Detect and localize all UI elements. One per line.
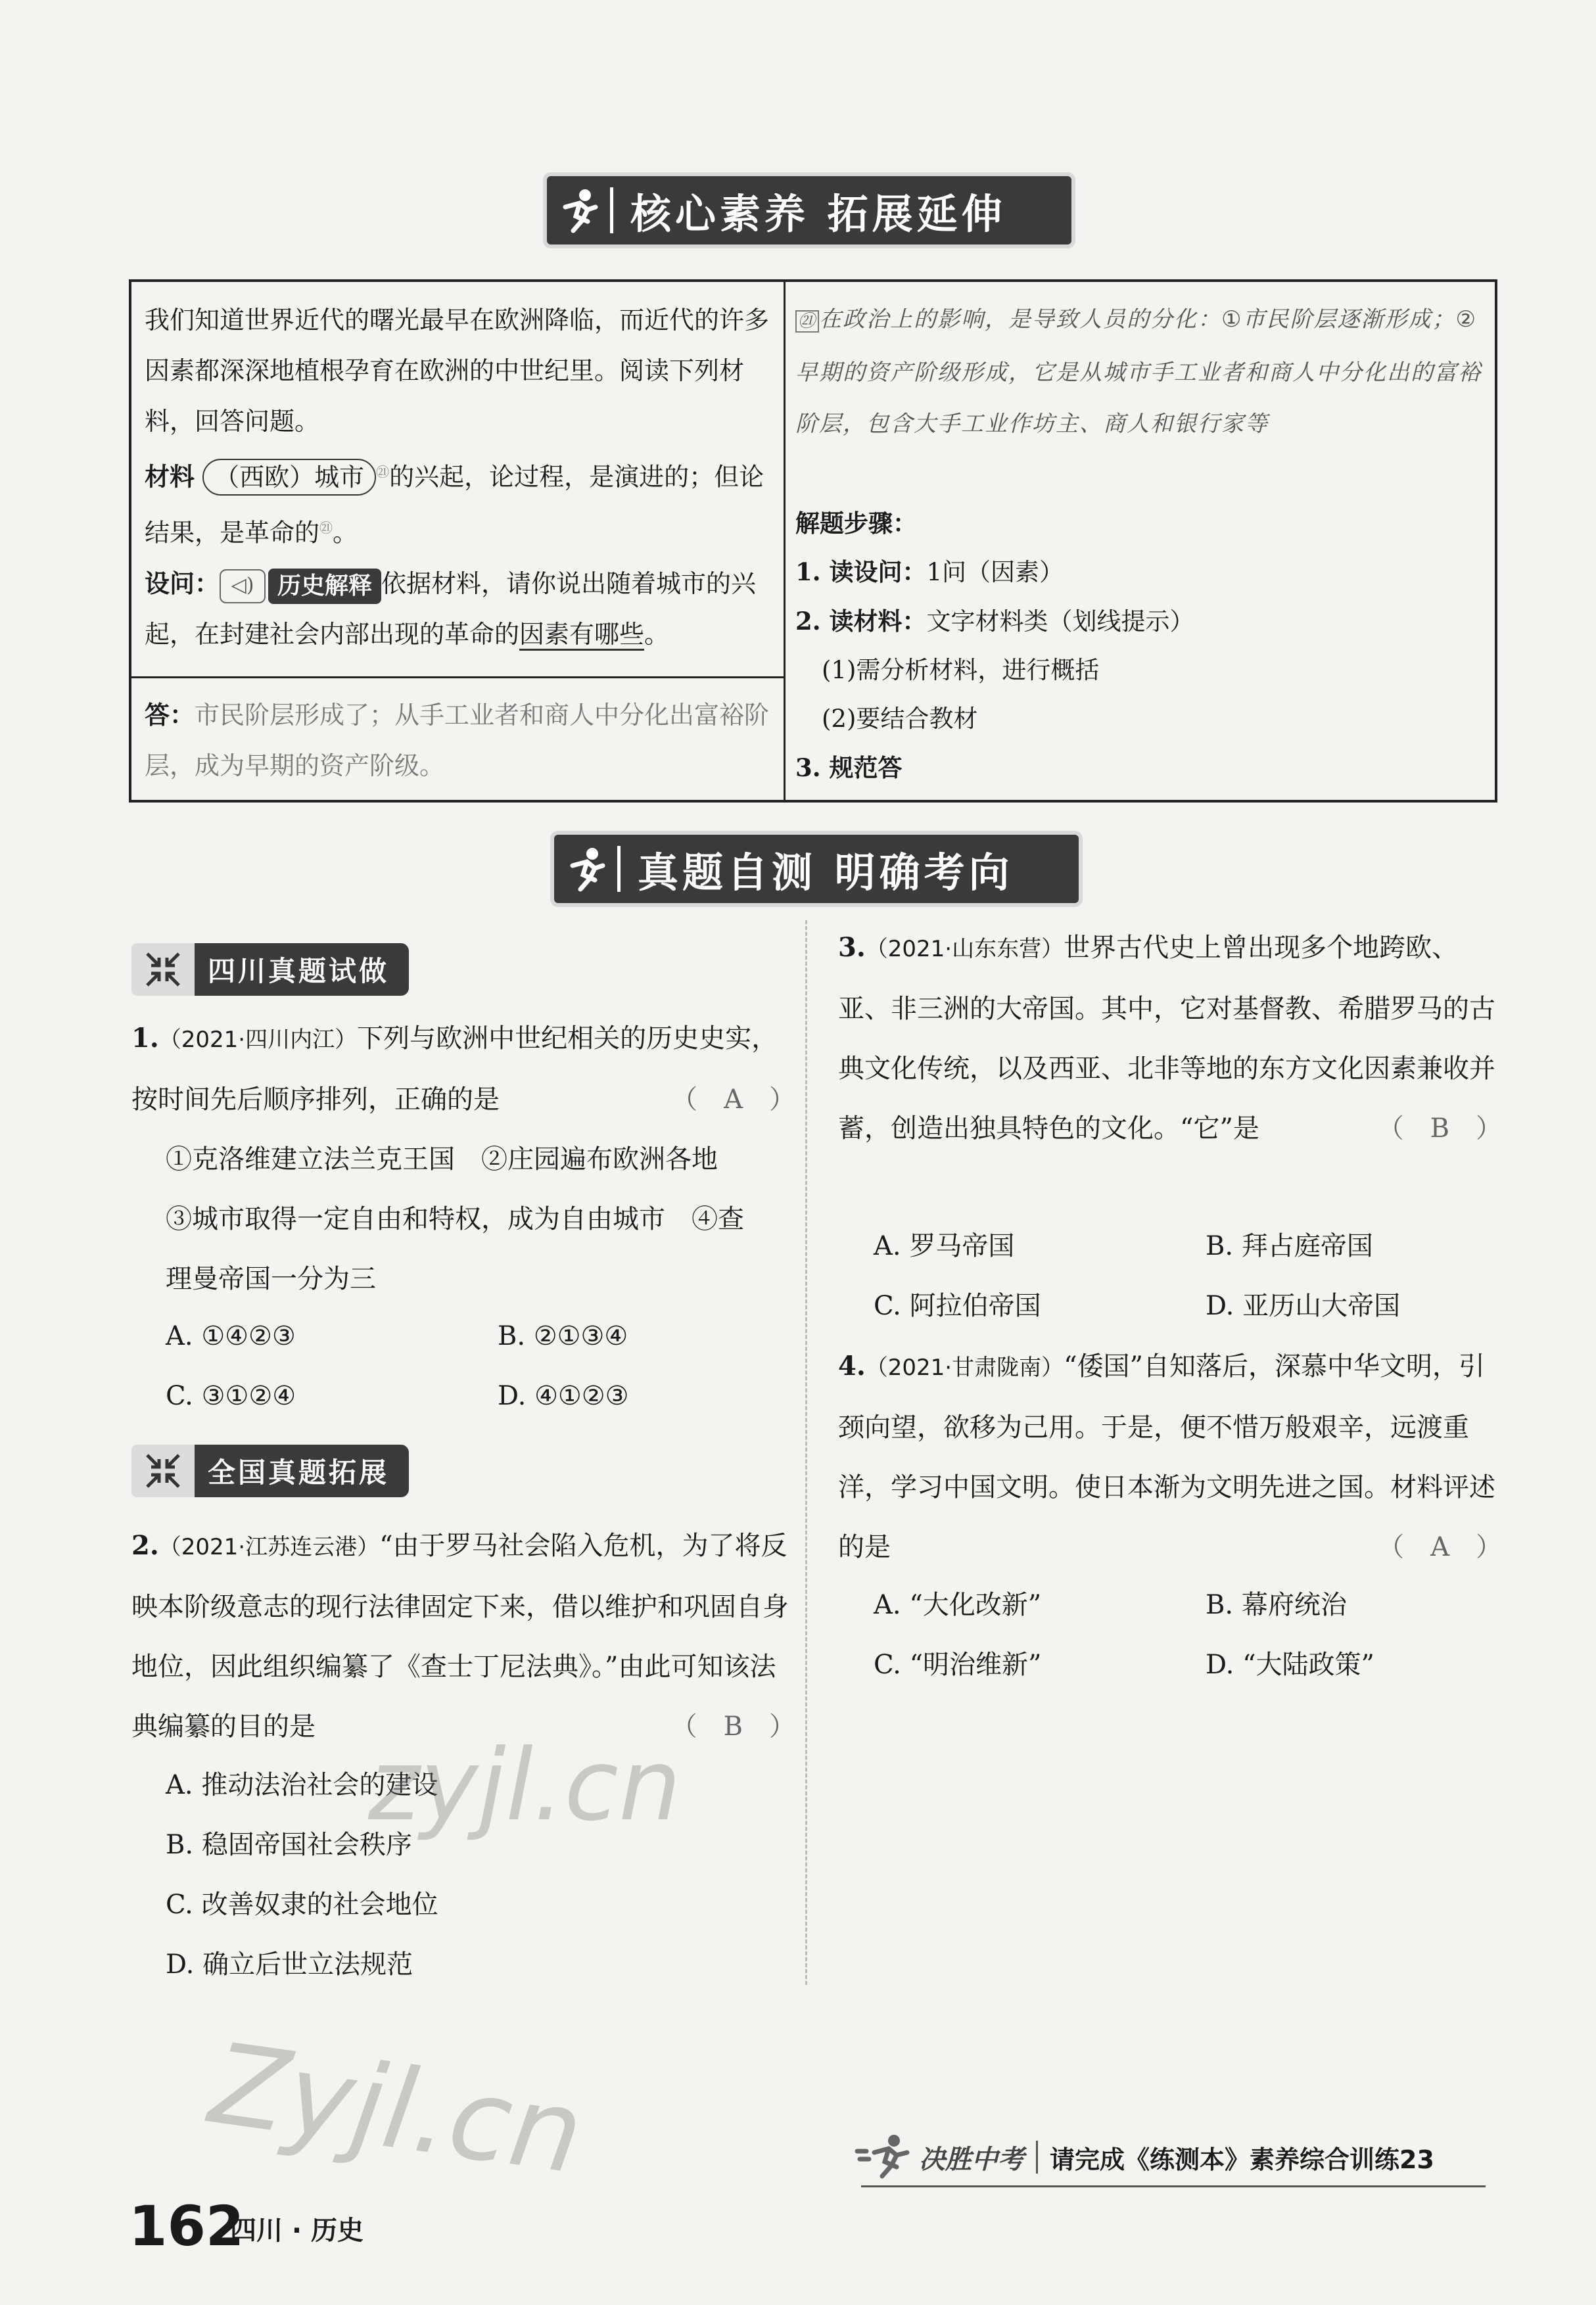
watermark: Zyjl.cn [202, 2018, 590, 2200]
note-mark: ㉑ [319, 519, 333, 536]
footer-subject: 四川 · 历史 [230, 2216, 364, 2246]
question-stem: “由于罗马社会陷入危机，为了将反映本阶级意志的现行法律固定下来，借以维护和巩固自身地位，因此组织编纂了《查士丁尼法典》。”由此可知该法典编纂的目的是 [131, 1531, 789, 1742]
section-title: 真题自测 明确考向 [638, 848, 1014, 896]
q1-items-3: 理曼帝国一分为三 [166, 1264, 376, 1294]
speaker-icon[interactable]: ◁) [220, 569, 266, 603]
footer-promo [855, 2131, 1434, 2183]
question-number: 4. [838, 1351, 866, 1382]
handwritten-annotation [795, 294, 1486, 450]
sub-heading-sichuan [131, 943, 409, 996]
steps-title: 解题步骤： [795, 509, 917, 538]
step-1-text: 1问（因素） [926, 558, 1064, 586]
question-answer: （ B ） [1377, 1113, 1502, 1144]
section-banner-test [554, 835, 1079, 903]
sub-heading-label: 四川真题试做 [195, 943, 409, 996]
sub-heading-national [131, 1445, 409, 1497]
question-underlined: 因素有哪些 [519, 620, 644, 651]
question-1 [131, 1008, 795, 1309]
option-d[interactable]: D. 亚历山大帝国 [1206, 1291, 1401, 1321]
q1-items-1: ①克洛维建立法兰克王国 ②庄园遍布欧洲各地 [166, 1144, 718, 1175]
option-b[interactable]: B. ②①③④ [498, 1321, 628, 1351]
watermark: zyjl.cn [368, 1729, 682, 1843]
option-d[interactable]: D. “大陆政策” [1206, 1650, 1374, 1680]
solution-steps [795, 499, 1486, 792]
option-a[interactable]: A. “大化改新” [874, 1590, 1042, 1620]
section-title: 核心素养 拓展延伸 [630, 189, 1006, 238]
question-stem: “倭国”自知落后，深慕中华文明，引颈向望，欲移为己用。于是，便不惜万般艰辛，远渡重洋，学习中国文明。使日本渐为文明先进之国。材料评述的是 [838, 1351, 1495, 1562]
material-block [145, 295, 776, 660]
step-2-sub-1: (1)需分析材料，进行概括 [822, 656, 1100, 684]
sub-heading-label: 全国真题拓展 [195, 1445, 409, 1497]
question-number: 1. [131, 1023, 159, 1054]
option-c[interactable]: C. 改善奴隶的社会地位 [166, 1890, 438, 1920]
option-a[interactable]: A. 罗马帝国 [874, 1231, 1015, 1261]
question-number: 3. [838, 932, 866, 963]
question-label: 设问： [145, 569, 220, 599]
question-source: （2021·山东东营） [865, 936, 1064, 962]
material-text-c: 。 [333, 518, 358, 547]
footer-note: 请完成《练测本》素养综合训练23 [1050, 2145, 1434, 2174]
step-2 [795, 597, 1486, 646]
question-source: （2021·江苏连云港） [158, 1534, 380, 1560]
answer-label: 答： [145, 700, 195, 730]
step-2-sub-2: (2)要结合教材 [822, 705, 978, 733]
step-2-text: 文字材料类（划线提示） [926, 607, 1194, 636]
option-c[interactable]: C. 阿拉伯帝国 [874, 1291, 1041, 1321]
question-text: 依据材料，请你说出随着城市的兴起，在封建社会内部出现的革命的 [145, 569, 757, 649]
annotation-text: 在政治上的影响，是导致人员的分化：①市民阶层逐渐形成；②早期的资产阶级形成，它是从城市手工业者和商人中分化出的富裕阶层，包含大手工业作坊主、商人和银行家等 [795, 306, 1482, 437]
arrows-in-icon [131, 943, 195, 996]
material-text-circled: （西欧）城市 [202, 459, 376, 496]
question-4 [838, 1336, 1502, 1577]
question-stem: 世界古代史上曾出现多个地跨欧、亚、非三洲的大帝国。其中，它对基督教、希腊罗马的古典文化传统，以及西亚、北非等地的东方文化因素兼收并蓄，创造出独具特色的文化。“它”是 [838, 933, 1495, 1144]
note-mark: ㉑ [376, 464, 390, 480]
question-number: 2. [131, 1530, 159, 1561]
option-c[interactable]: C. ③①②④ [166, 1381, 296, 1411]
runner-icon [554, 835, 617, 903]
answer-block [145, 689, 776, 791]
history-interpretation-tag: 历史解释 [268, 569, 381, 604]
question [145, 558, 776, 660]
material-text-b: 的兴起，论过程，是演进的；但论结果，是革命的 [145, 462, 764, 547]
arrows-in-icon [131, 1445, 195, 1497]
answer-text: 市民阶层形成了；从手工业者和商人中分化出富裕阶层，成为早期的资产阶级。 [145, 701, 770, 780]
question-3 [838, 918, 1502, 1159]
question-answer: （ A ） [671, 1084, 795, 1115]
option-d[interactable]: D. ④①②③ [498, 1381, 629, 1411]
material-table [129, 279, 1497, 803]
question-answer: （ A ） [1378, 1532, 1502, 1562]
option-b[interactable]: B. 拜占庭帝国 [1206, 1231, 1373, 1261]
section-banner-core [547, 176, 1071, 244]
option-b[interactable]: B. 稳固帝国社会秩序 [166, 1830, 412, 1860]
material-intro: 我们知道世界近代的曙光最早在欧洲降临，而近代的许多因素都深深地植根孕育在欧洲的中世纪里。阅读下列材料，回答问题。 [145, 306, 770, 436]
footer-brand: 决胜中考 [919, 2144, 1024, 2175]
material-text [145, 447, 776, 558]
question-source: （2021·甘肃陇南） [865, 1355, 1064, 1381]
page-number: 162 [129, 2194, 245, 2258]
material-label: 材料 [145, 461, 195, 492]
step-1 [795, 547, 1486, 597]
runner-icon [547, 176, 610, 244]
option-a[interactable]: A. 推动法治社会的建设 [166, 1770, 438, 1800]
step-2-label: 2. 读材料： [795, 607, 927, 636]
question-stem: 下列与欧洲中世纪相关的历史史实，按时间先后顺序排列，正确的是 [131, 1023, 778, 1115]
option-a[interactable]: A. ①④②③ [166, 1321, 296, 1351]
question-2 [131, 1516, 795, 1757]
option-b[interactable]: B. 幕府统治 [1206, 1590, 1347, 1620]
question-answer: （ B ） [670, 1711, 795, 1742]
question-end: 。 [644, 620, 670, 649]
question-source: （2021·四川内江） [158, 1027, 358, 1053]
step-3: 3. 规范答 [795, 753, 903, 782]
runner-icon [855, 2133, 914, 2181]
annotation-mark: ㉑ [795, 310, 819, 333]
option-c[interactable]: C. “明治维新” [874, 1650, 1042, 1680]
step-1-label: 1. 读设问： [795, 557, 927, 586]
q1-items-2: ③城市取得一定自由和特权，成为自由城市 ④查 [166, 1204, 744, 1234]
option-d[interactable]: D. 确立后世立法规范 [166, 1949, 413, 1980]
